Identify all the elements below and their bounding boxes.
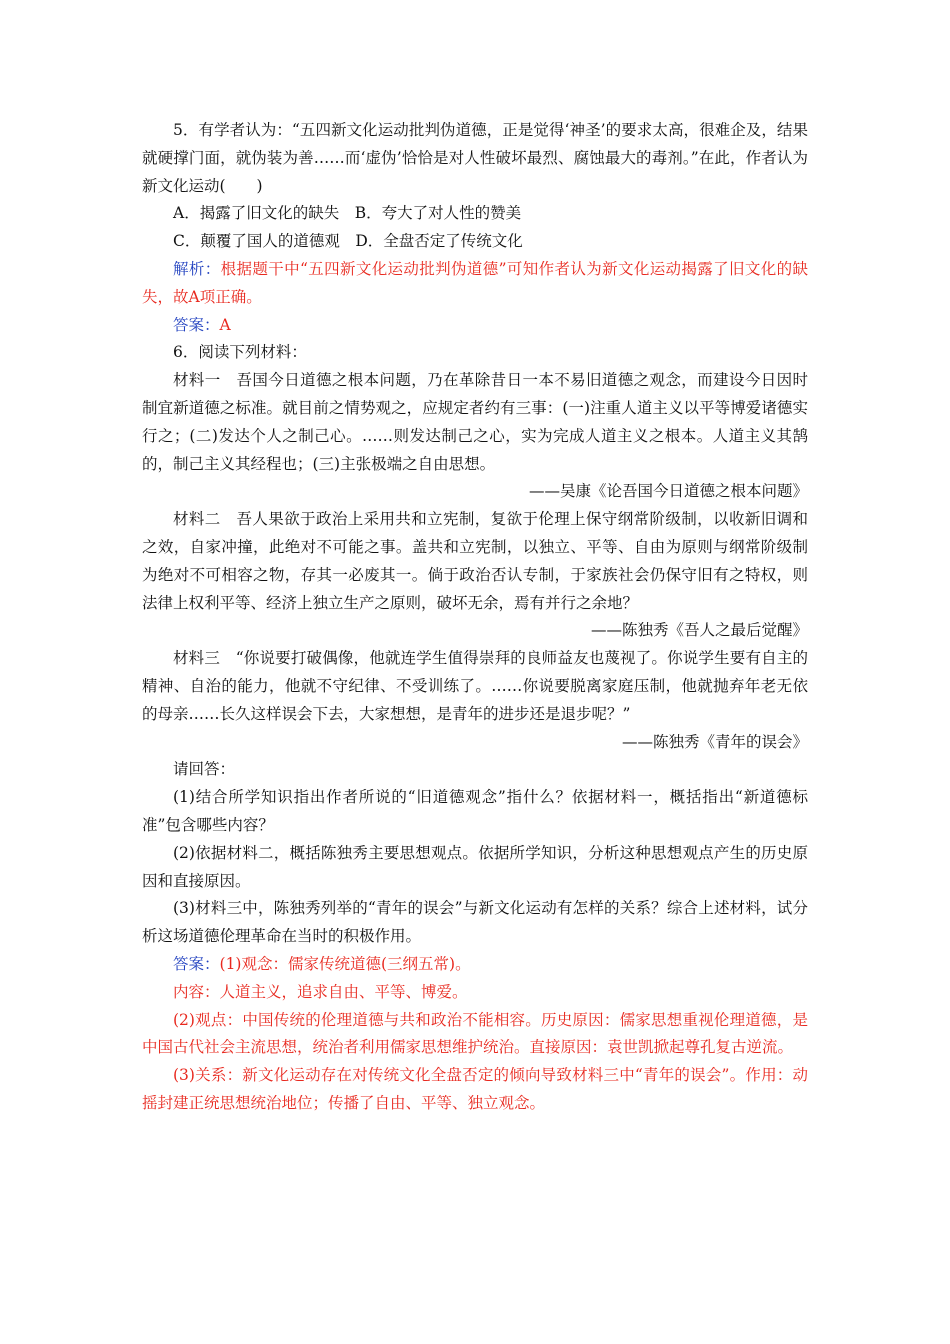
answer-label: 答案： <box>173 954 220 973</box>
q5-options-cd: C．颠覆了国人的道德观 D．全盘否定了传统文化 <box>173 232 523 251</box>
q5-answer <box>142 312 808 340</box>
material-one: 材料一 吾国今日道德之根本问题，乃在革除昔日一本不易旧道德之观念，而建设今日因时制宜新道德之标准。就目前之情势观之，应规定者约有三事：(一)注重人道主义以平等博爱诸德实行之；(二)发达个人之制己心。……则发达制己之心，实为完成人道主义之根本。人道主义其鹄的，制己主义其经程也；(三)主张极端之自由思想。 <box>142 371 808 473</box>
q5-options-ab: A．揭露了旧文化的缺失 B．夸大了对人性的赞美 <box>173 204 522 223</box>
answer-text: A <box>219 315 231 334</box>
material-one-source: ——吴康《论吾国今日道德之根本问题》 <box>528 482 808 501</box>
answer-1a-text: (1)观念：儒家传统道德(三纲五常)。 <box>219 954 471 973</box>
q5-analysis <box>142 256 808 312</box>
question-prompt: 请回答： <box>173 760 236 779</box>
answer-label: 答案： <box>173 315 220 334</box>
material-three: 材料三 “你说要打破偶像，他就连学生值得崇拜的良师益友也蔑视了。你说学生要有自主的精神、自治的能力，他就不守纪律、不受训练了。……你说要脱离家庭压制，他就抛弃年老无依的母亲……长久这样误会下去，大家想想，是青年的进步还是退步呢？” <box>142 649 808 723</box>
q6-answer-1a <box>142 951 808 979</box>
material-three-source: ——陈独秀《青年的误会》 <box>621 732 808 751</box>
document-content <box>142 117 808 1118</box>
material-two-source: ——陈独秀《吾人之最后觉醒》 <box>590 621 808 640</box>
sub-question-2: (2)依据材料二，概括陈独秀主要思想观点。依据所学知识，分析这种思想观点产生的历史原因和直接原因。 <box>142 843 808 890</box>
analysis-text: 根据题干中“五四新文化运动批判伪道德”可知作者认为新文化运动揭露了旧文化的缺失，故A项正确。 <box>142 259 808 306</box>
material-two: 材料二 吾人果欲于政治上采用共和立宪制，复欲于伦理上保守纲常阶级制，以收新旧调和之效，自家冲撞，此绝对不可能之事。盖共和立宪制，以独立、平等、自由为原则与纲常阶级制为绝对不可相容之物，存其一必废其一。倘于政治否认专制，于家族社会仍保守旧有之特权，则法律上权利平等、经济上独立生产之原则，破坏无余，焉有并行之余地？ <box>142 510 808 612</box>
sub-question-3: (3)材料三中，陈独秀列举的“青年的误会”与新文化运动有怎样的关系？综合上述材料，试分析这场道德伦理革命在当时的积极作用。 <box>142 899 808 946</box>
q5-stem: 5．有学者认为：“五四新文化运动批判伪道德，正是觉得‘神圣’的要求太高，很难企及，结果就硬撑门面，就伪装为善……而‘虚伪’恰恰是对人性破坏最烈、腐蚀最大的毒剂。”在此，作者认为新文化运动( ) <box>142 121 808 195</box>
sub-question-1: (1)结合所学知识指出作者所说的“旧道德观念”指什么？依据材料一，概括指出“新道德标准”包含哪些内容？ <box>142 788 808 834</box>
q6-answer-3: (3)关系：新文化运动存在对传统文化全盘否定的倾向导致材料三中“青年的误会”。作用：动摇封建正统思想统治地位；传播了自由、平等、独立观念。 <box>142 1066 808 1112</box>
q6-stem: 6．阅读下列材料： <box>173 343 307 362</box>
analysis-label: 解析： <box>173 259 221 278</box>
q6-answer-2: (2)观点：中国传统的伦理道德与共和政治不能相容。历史原因：儒家思想重视伦理道德，是中国古代社会主流思想，统治者利用儒家思想维护统治。直接原因：袁世凯掀起尊孔复古逆流。 <box>142 1010 808 1057</box>
q6-answer-1b: 内容：人道主义，追求自由、平等、博爱。 <box>173 982 468 1001</box>
